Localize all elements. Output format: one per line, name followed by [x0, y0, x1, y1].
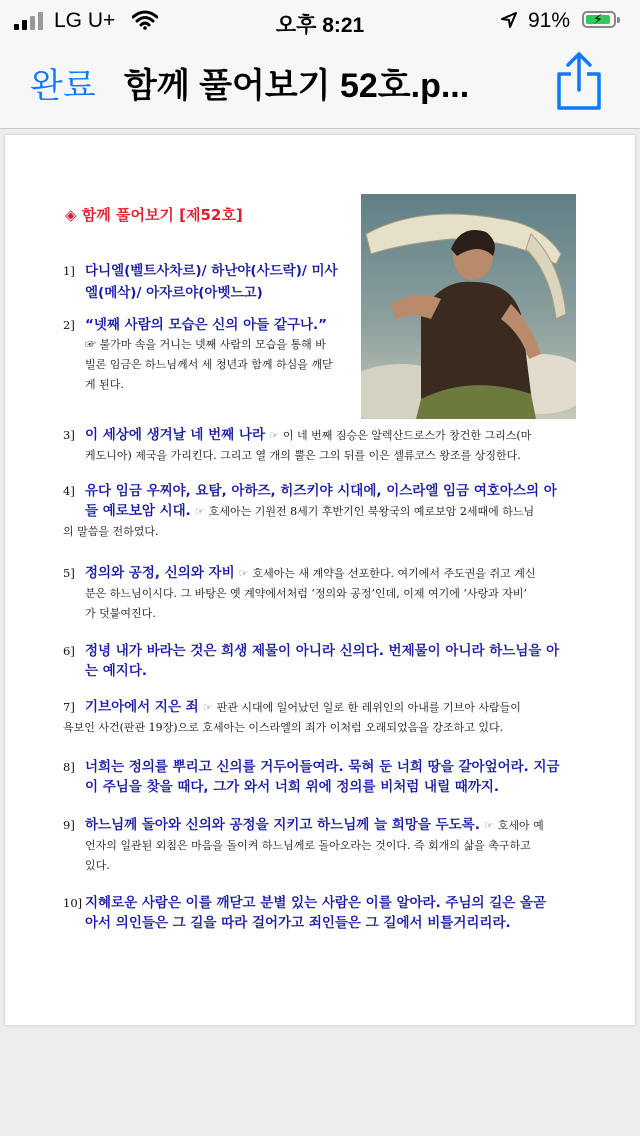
item-number: 7]	[63, 700, 75, 714]
item-note: 호세아는 기원전 8세기 후반기인 북왕국의 예로보암 2세때에 하느님	[208, 505, 535, 518]
clock: 오후 8:21	[275, 14, 365, 37]
item-note: 가 덧붙여진다.	[85, 607, 156, 620]
item-number: 1]	[63, 264, 75, 278]
item-number: 9]	[63, 818, 75, 832]
item-text: 너희는 정의를 뿌리고 신의를 거두어들여라. 묵혀 둔 너희 땅을 갈아엎어라. 지금	[85, 759, 560, 775]
list-item	[63, 315, 333, 395]
item-note: 호세아 예	[497, 819, 544, 832]
done-button[interactable]: 완료	[30, 67, 96, 105]
item-text: 이 주님을 찾을 때다, 그가 와서 너희 위에 정의를 비처럼 내릴 때까지.	[85, 779, 500, 795]
item-note: 이 네 번째 짐승은 알렉산드로스가 창건한 그리스(마	[282, 429, 532, 442]
item-text: 지혜로운 사람은 이를 깨닫고 분별 있는 사람은 이를 알아라. 주님의 길은 올곧	[85, 895, 547, 911]
item-note: ☞ 불가마 속을 거니는 넷째 사람의 모습을 통해 바	[85, 338, 326, 351]
pointing-hand-icon: ☞	[194, 505, 205, 518]
item-number: 8]	[63, 760, 75, 774]
item-note: 있다.	[85, 859, 110, 872]
item-number: 5]	[63, 566, 75, 580]
status-bar	[0, 0, 640, 40]
pointing-hand-icon: ☞	[269, 429, 279, 442]
battery-percent: 91%	[528, 9, 571, 32]
list-item	[63, 893, 546, 933]
item-note: 호세아는 새 계약을 선포한다. 여기에서 주도권을 쥐고 계신	[252, 567, 536, 580]
item-note: 분은 하느님이시다. 그 바탕은 옛 계약에서처럼 ‘정의와 공정’인데, 이제 여기에 ‘사랑과 자비’	[85, 587, 527, 600]
list-item	[63, 261, 338, 303]
battery-charging-icon: ⚡	[582, 11, 616, 28]
pointing-hand-icon: ☞	[238, 567, 249, 580]
share-icon[interactable]	[553, 50, 605, 114]
list-item	[63, 481, 557, 542]
item-text: “넷째 사람의 모습은 신의 아들 같구나.”	[85, 317, 327, 333]
item-number: 6]	[63, 644, 75, 658]
carrier-label: LG U+	[54, 9, 116, 32]
pointing-hand-icon: ☞	[483, 819, 494, 832]
item-number: 2]	[63, 318, 75, 332]
item-note: 의 말씀을 전하였다.	[63, 525, 159, 538]
item-note: 케도니아) 제국을 가리킨다. 그리고 열 개의 뿔은 그의 뒤를 이은 셀류코스 왕조를 상징한다.	[85, 449, 521, 462]
item-text: 정의와 공정, 신의와 자비	[85, 565, 235, 581]
list-item	[63, 697, 521, 738]
item-note: 욕보인 사건(판관 19장)으로 호세아는 이스라엘의 죄가 이처럼 오래되었음을 강조하고 있다.	[63, 721, 504, 734]
list-item	[63, 815, 544, 876]
item-number: 10]	[63, 896, 83, 910]
pdf-viewer[interactable]	[0, 129, 640, 1136]
item-text: 아서 의인들은 그 길을 따라 걸어가고 죄인들은 그 길에서 비틀거리리라.	[85, 915, 511, 931]
item-text: 엘(메삭)/ 아자르야(아벳느고)	[85, 285, 263, 301]
navigation-bar	[0, 40, 640, 129]
item-text: 하느님께 돌아와 신의와 공정을 지키고 하느님께 늘 희망을 두도록.	[85, 817, 480, 833]
item-number: 3]	[63, 428, 75, 442]
item-number: 4]	[63, 484, 75, 498]
pointing-hand-icon: ☞	[202, 701, 213, 714]
item-text: 기브아에서 지은 죄	[85, 699, 199, 715]
pdf-page	[5, 135, 635, 1025]
document-title: 함께 풀어보기 52호.p...	[124, 67, 470, 105]
item-note: 빌론 임금은 하느님께서 세 청년과 함께 하심을 깨닫	[85, 358, 333, 371]
item-text: 이 세상에 생겨날 네 번째 나라	[85, 427, 265, 443]
item-text: 유다 임금 우찌야, 요탐, 아하즈, 히즈키야 시대에, 이스라엘 임금 여호아스의 아	[85, 483, 557, 499]
list-item	[63, 425, 531, 466]
location-arrow-icon	[500, 11, 518, 29]
painting-image	[361, 194, 576, 419]
item-text: 다니엘(벨트사차르)/ 하난야(사드락)/ 미사	[85, 263, 338, 279]
item-text: 들 예로보암 시대.	[85, 503, 191, 519]
item-note: 게 된다.	[85, 378, 124, 391]
item-note: 판관 시대에 일어났던 일로 한 레위인의 아내를 기브아 사람들이	[216, 701, 521, 714]
item-text: 정녕 내가 바라는 것은 희생 제물이 아니라 신의다. 번제물이 아니라 하느님을 아	[85, 643, 560, 659]
item-text: 는 예지다.	[85, 663, 147, 679]
list-item	[63, 641, 559, 681]
item-note: 언자의 일관된 외침은 마음을 돌이켜 하느님께로 돌아오라는 것이다. 즉 회개의 삶을 촉구하고	[85, 839, 531, 852]
list-item	[63, 563, 536, 624]
list-item	[63, 757, 560, 797]
doc-heading: ◈ 함께 풀어보기 [제52호]	[65, 206, 243, 224]
